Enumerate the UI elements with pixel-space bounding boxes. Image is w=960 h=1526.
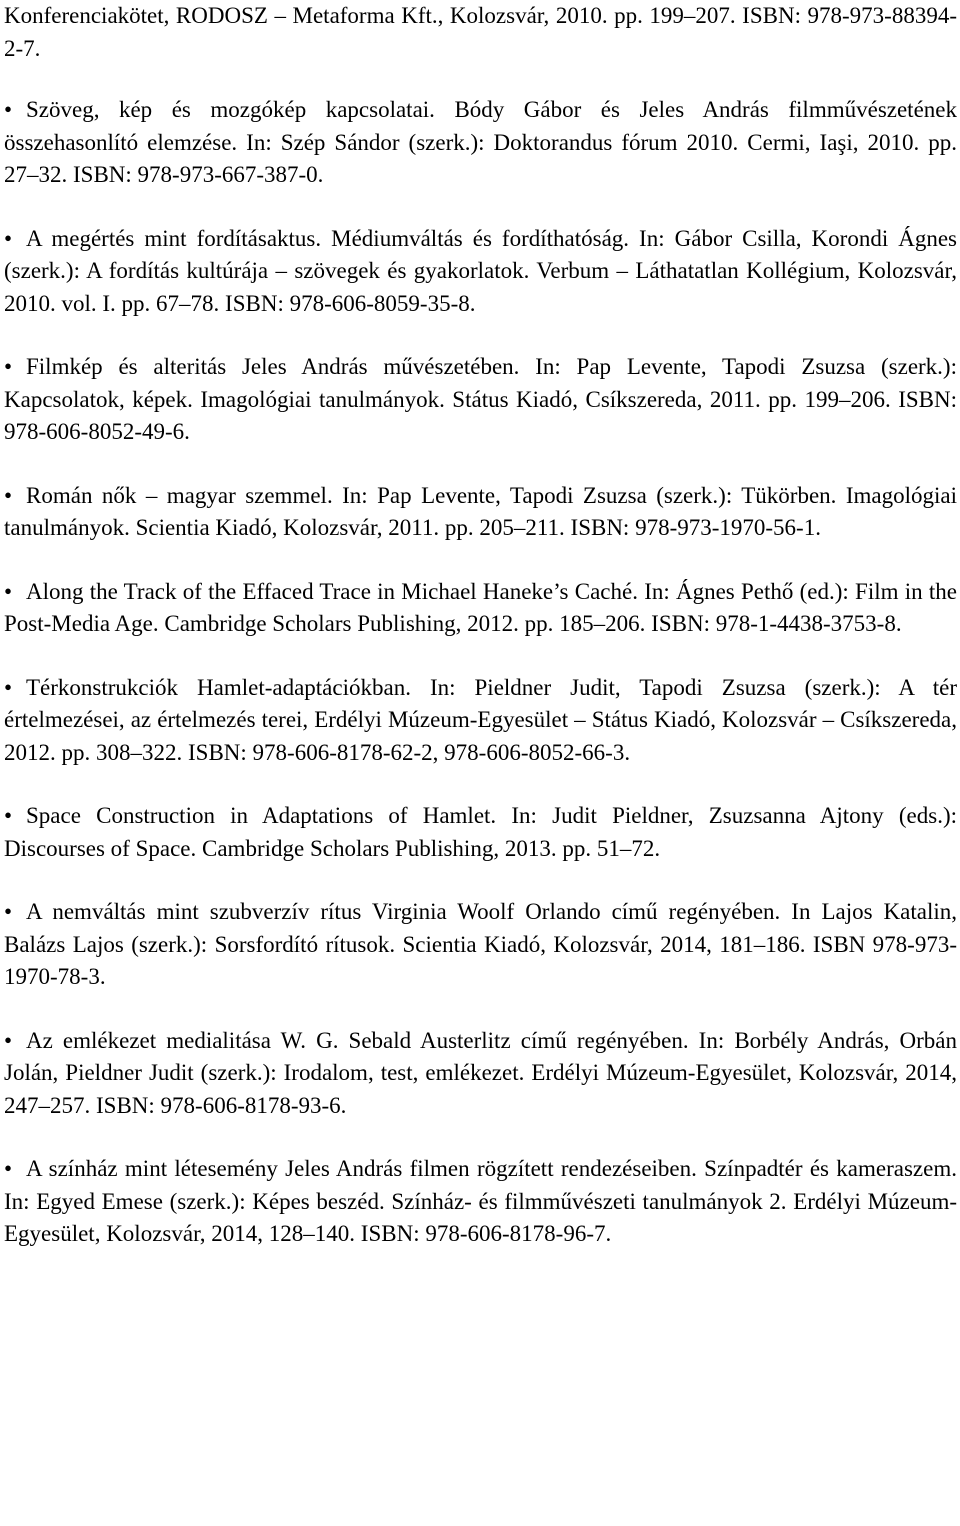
entry-text: Filmkép és alteritás Jeles András művészetében. In: Pap Levente, Tapodi Zsuzsa (szerk.): Kapcsolatok, képek. Imagológiai tanulmányok. Státus Kiadó, Csíkszereda, 2011. pp. 199–206. ISBN: 978-606-8052-49-6. [4, 354, 957, 444]
entry-text: Szöveg, kép és mozgókép kapcsolatai. Bódy Gábor és Jeles András filmművészetének összehasonlító elemzése. In: Szép Sándor (szerk.): Doktorandus fórum 2010. Cermi, Iaşi, 2010. pp. 27–32. ISBN: 978-973-667-387-0. [4, 97, 957, 187]
list-item [4, 223, 957, 321]
entry-text: Az emlékezet medialitása W. G. Sebald Austerlitz című regényében. In: Borbély András, Orbán Jolán, Pieldner Judit (szerk.): Irodalom, test, emlékezet. Erdélyi Múzeum-Egyesület, Kolozsvár, 2014, 247–257. ISBN: 978-606-8178-93-6. [4, 1027, 957, 1118]
bullet-icon: • [4, 97, 13, 122]
list-item [4, 576, 957, 641]
list-item [4, 896, 957, 994]
entry-text: Space Construction in Adaptations of Hamlet. In: Judit Pieldner, Zsuzsanna Ajtony (eds.): Discourses of Space. Cambridge Scholars Publishing, 2013. pp. 51–72. [4, 803, 957, 861]
list-item [4, 480, 957, 545]
entry-text: Román nők – magyar szemmel. In: Pap Levente, Tapodi Zsuzsa (szerk.): Tükörben. Imagológiai tanulmányok. Scientia Kiadó, Kolozsvár, 2011. pp. 205–211. ISBN: 978-973-1970-56-1. [4, 482, 957, 540]
list-item [4, 1025, 957, 1123]
bullet-icon: • [4, 1027, 13, 1053]
list-item [4, 94, 957, 192]
bullet-icon: • [4, 354, 13, 379]
bullet-icon: • [4, 803, 13, 828]
entry-text: A színház mint létesemény Jeles András filmen rögzített rendezéseiben. Színpadtér és kameraszem. In: Egyed Emese (szerk.): Képes beszéd. Színház- és filmművészeti tanulmányok 2. Erdélyi Múzeum-Egyesület, Kolozsvár, 2014, 128–140. ISBN: 978-606-8178-96-7. [4, 1156, 957, 1246]
list-item [4, 800, 957, 865]
list-item [4, 351, 957, 449]
list-item [4, 1153, 957, 1251]
continued-entry: Konferenciakötet, RODOSZ – Metaforma Kft., Kolozsvár, 2010. pp. 199–207. ISBN: 978-973-88394-2-7. [4, 3, 957, 61]
publication-list [4, 0, 957, 1251]
bullet-icon: • [4, 225, 13, 251]
list-item [4, 672, 957, 770]
bullet-icon: • [4, 674, 13, 700]
bullet-icon: • [4, 578, 13, 604]
entry-text: A megértés mint fordításaktus. Médiumváltás és fordíthatóság. In: Gábor Csilla, Korondi Ágnes (szerk.): A fordítás kultúrája – szövegek és gyakorlatok. Verbum – Láthatatlan Kollégium, Kolozsvár, 2010. vol. I. pp. 67–78. ISBN: 978-606-8059-35-8. [4, 225, 957, 316]
entry-text: Along the Track of the Effaced Trace in Michael Haneke’s Caché. In: Ágnes Pethő (ed.): Film in the Post-Media Age. Cambridge Scholars Publishing, 2012. pp. 185–206. ISBN: 978-1-4438-3753-8. [4, 578, 957, 636]
bullet-icon: • [4, 899, 13, 924]
entry-text: A nemváltás mint szubverzív rítus Virginia Woolf Orlando című regényében. In Lajos Katalin, Balázs Lajos (szerk.): Sorsfordító rítusok. Scientia Kiadó, Kolozsvár, 2014, 181–186. ISBN 978-973-1970-78-3. [4, 899, 957, 989]
bullet-icon: • [4, 1156, 13, 1181]
entry-text: Térkonstrukciók Hamlet-adaptációkban. In: Pieldner Judit, Tapodi Zsuzsa (szerk.): A tér értelmezései, az értelmezés terei, Erdélyi Múzeum-Egyesület – Státus Kiadó, Kolozsvár – Csíkszereda, 2012. pp. 308–322. ISBN: 978-606-8178-62-2, 978-606-8052-66-3. [4, 674, 957, 765]
bullet-icon: • [4, 482, 13, 508]
